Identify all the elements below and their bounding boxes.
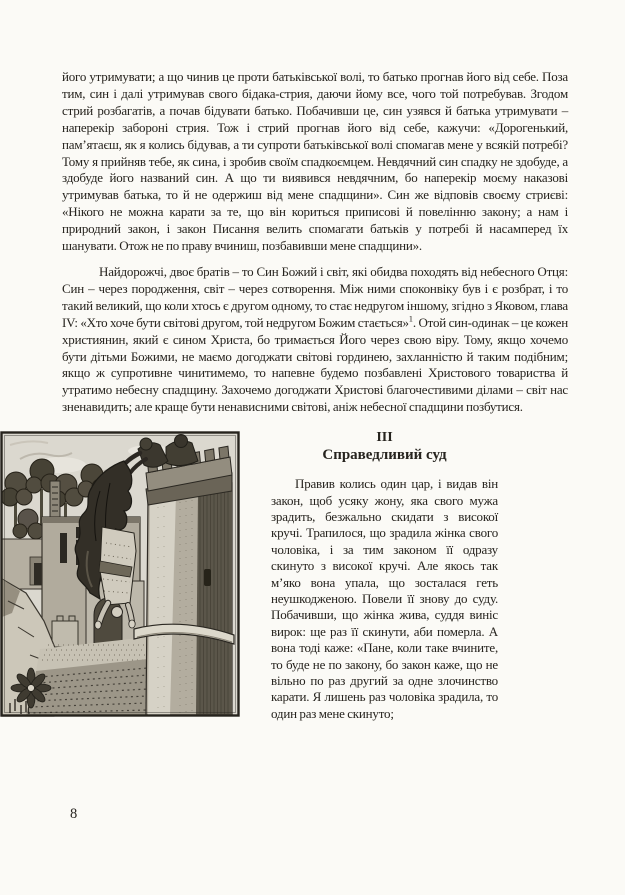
tower — [134, 483, 234, 715]
woodcut-illustration — [0, 431, 240, 717]
paragraph-two — [62, 264, 568, 416]
chapter-paragraph: Правив колись один цар, і видав він закон, щоб усяку жону, яка свого мужа зрадить, безжально скидати з високої кручі. Трапилося, що зрадила жінка свого чоловіка, і за тим законом її одразу скинуто з високої кручі. Але якось так м’яко вона упала, що зосталася геть неушкодженою. Повели її знову до суду. Побачивши, що жінка жива, суддя виніс вирок: ще раз її скинути, аби померла. А вона тоді каже: «Пане, коли таке вчините, то буде не по закону, бо закон каже, що не вільно по раз другий за одне злочинство карати. Я лишень раз чоловіка зрадила, то один раз мене скинуто; — [271, 476, 498, 721]
chapter-column — [271, 431, 498, 722]
chapter-section — [0, 431, 625, 722]
paragraph-two-continuation: . Отой син-одинак – це кожен християнин, який є сином Христа, бо тримається Його через свою віру. Тому, якщо хочемо бути дітьми Божими, не маємо догоджати світові гординею, захланністю й таким подібним; якщо ж супротивне чинитимемо, то напевне будемо позбавлені Христового товариства й утратимо небесну спадщину. Захочемо догоджати Христові благочестивими ділами – світ нас зненавидить; але краще бути ненависними світові, аніж небесної спадщини позбутися. — [62, 314, 568, 415]
main-text-block — [62, 0, 568, 416]
page-number: 8 — [70, 806, 78, 822]
chapter-title: Справедливий суд — [322, 447, 447, 464]
paragraph-two-text: Найдорожчі, двоє братів – то Син Божий і світ, які обидва походять від небесного Отця: Син – через породження, світ – через сотворення. Між ними споконвіку був і є розбрат, і то такий великий, що коли хтось є другом одному, то стає недругом іншому, згідно з Яковом, глава IV: «Хто хоче бути світові другом, той недругом Божим стається» — [62, 263, 568, 330]
footnote-marker: 1 — [408, 313, 413, 324]
paragraph-continuation: його утримувати; а що чинив це проти батьківської волі, то батько прогнав його від себе. Поза тим, син і далі утримував свого бідака-стрия, даючи йому все, чого той потребував. Згодом стрий розбагатів, а почав бідувати батько. Побачивши це, син узявся й батька утримувати – наперекір забороні стрия. Тож і стрий прогнав його від себе, кажучи: «Дорогенький, пам’ятаєш, як я колись бідував, а ти супроти батьківської волі спомагав мене у всякій потребі? Тому я прийняв тебе, як сина, і зробив своїм спадкоємцем. Невдячний син спадку не здобуде, а здобуде його названий син. А що ти виявився невдячним, бо наперекір моєму наказові утримував батька, то й не одержиш від мене спадщини». Син же відповів своєму стриєві: «Нікого не можна карати за те, що він кориться приписові й повелінню закону; а нам і природний закон, і закон Писання велить спомагати батьків у потребі й насамперед їх шанувати. Отож не по праву вчиниш, позбавивши мене спадщини». — [62, 69, 568, 254]
chapter-number: III — [376, 430, 393, 446]
